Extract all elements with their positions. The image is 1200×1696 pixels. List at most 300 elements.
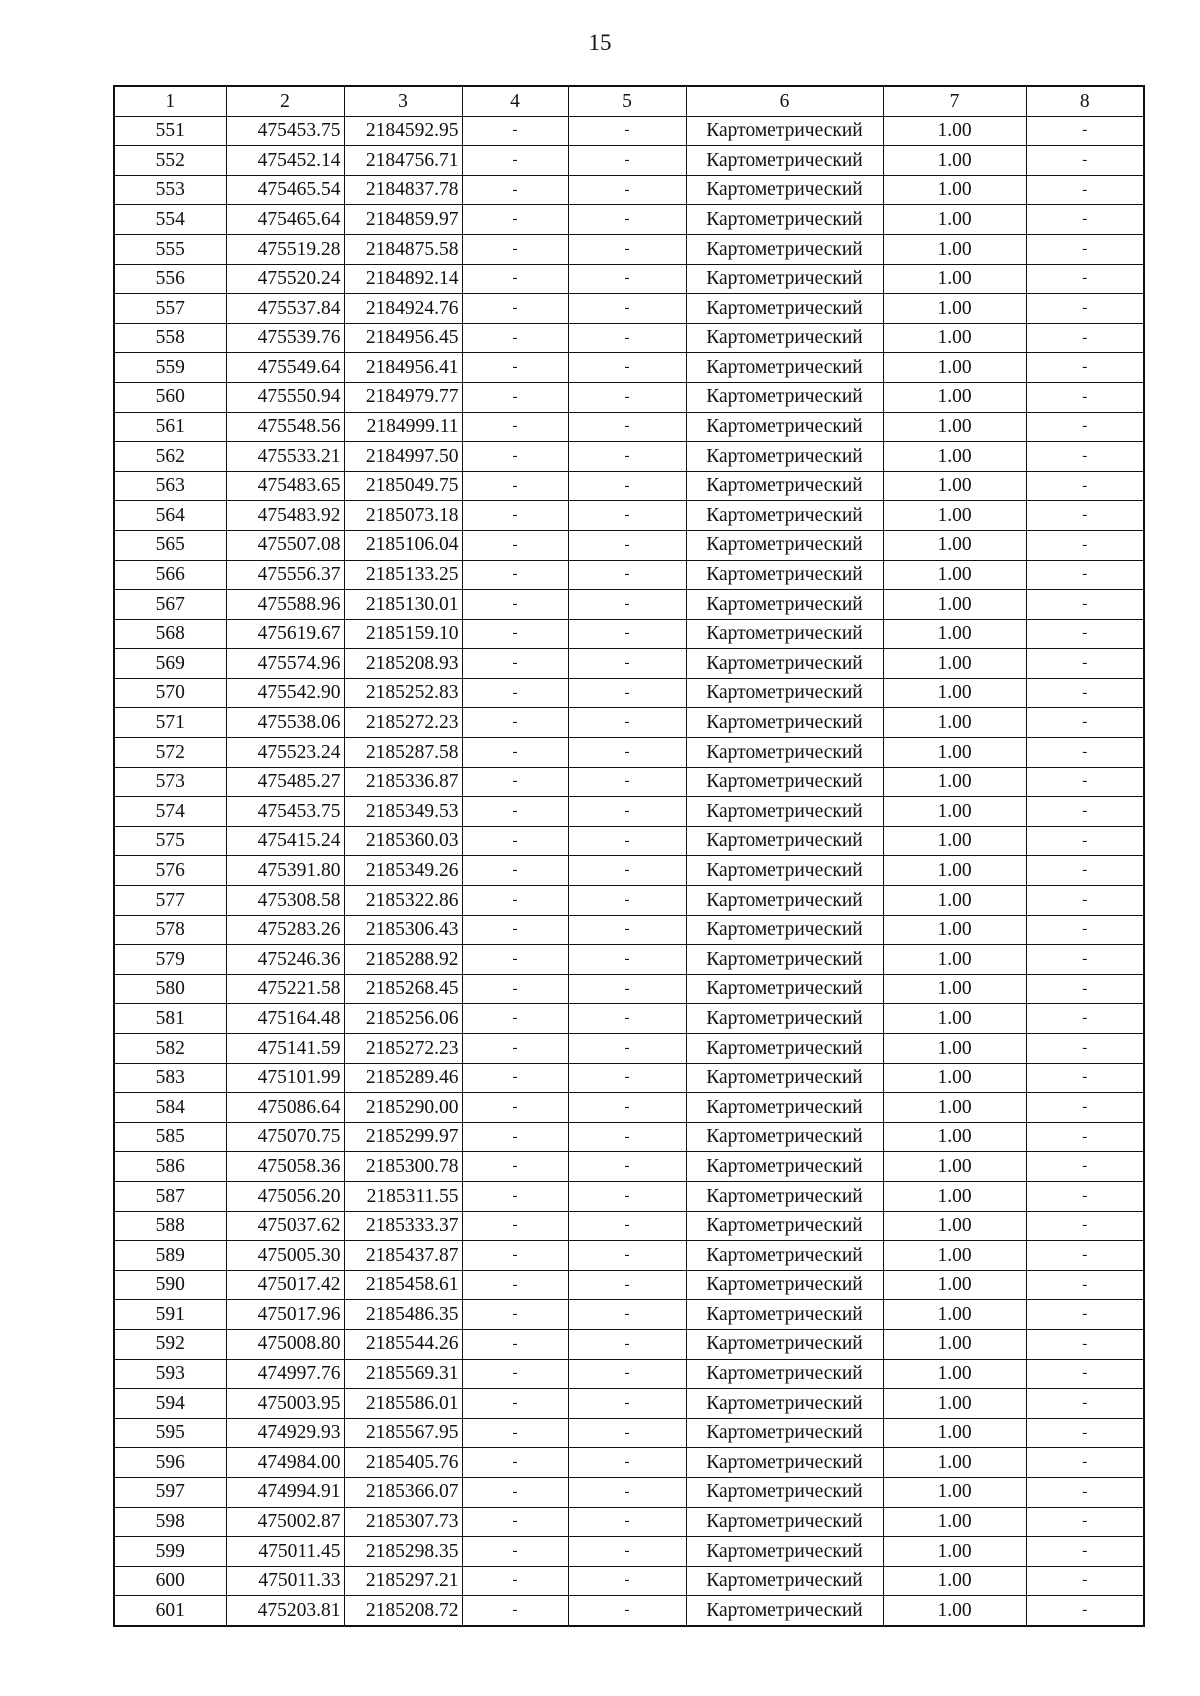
table-cell: 475308.58 — [226, 886, 344, 916]
table-cell: - — [1026, 826, 1144, 856]
table-cell: 2185333.37 — [344, 1211, 462, 1241]
table-cell: 575 — [114, 826, 226, 856]
table-cell: - — [1026, 649, 1144, 679]
table-cell: 1.00 — [883, 560, 1026, 590]
table-cell: - — [568, 175, 686, 205]
table-row — [114, 175, 1144, 205]
table-cell: 1.00 — [883, 353, 1026, 383]
table-cell: Картометрический — [686, 738, 883, 768]
table-cell: 475507.08 — [226, 530, 344, 560]
table-cell: - — [568, 530, 686, 560]
table-row — [114, 501, 1144, 531]
table-cell: 1.00 — [883, 382, 1026, 412]
table-cell: 2185349.53 — [344, 797, 462, 827]
table-cell: Картометрический — [686, 886, 883, 916]
table-cell: - — [568, 323, 686, 353]
table-cell: 1.00 — [883, 678, 1026, 708]
table-cell: 585 — [114, 1122, 226, 1152]
column-header: 3 — [344, 86, 462, 116]
table-cell: 2184956.45 — [344, 323, 462, 353]
table-row — [114, 294, 1144, 324]
table-cell: - — [568, 353, 686, 383]
table-cell: Картометрический — [686, 1477, 883, 1507]
table-cell: 558 — [114, 323, 226, 353]
table-cell: 2185405.76 — [344, 1448, 462, 1478]
table-cell: - — [462, 412, 568, 442]
table-body — [114, 116, 1144, 1626]
table-cell: - — [462, 856, 568, 886]
table-cell: - — [1026, 1477, 1144, 1507]
table-cell: 2185366.07 — [344, 1477, 462, 1507]
table-cell: - — [462, 442, 568, 472]
table-row — [114, 619, 1144, 649]
table-cell: - — [568, 1507, 686, 1537]
table-cell: - — [1026, 1389, 1144, 1419]
table-cell: Картометрический — [686, 323, 883, 353]
table-row — [114, 1034, 1144, 1064]
table-cell: - — [568, 1300, 686, 1330]
table-cell: Картометрический — [686, 708, 883, 738]
table-cell: - — [1026, 205, 1144, 235]
table-cell: 1.00 — [883, 175, 1026, 205]
table-cell: Картометрический — [686, 1181, 883, 1211]
table-cell: 475005.30 — [226, 1241, 344, 1271]
table-cell: Картометрический — [686, 1507, 883, 1537]
table-cell: 1.00 — [883, 1152, 1026, 1182]
table-cell: 551 — [114, 116, 226, 146]
table-cell: 475003.95 — [226, 1389, 344, 1419]
table-cell: 2185437.87 — [344, 1241, 462, 1271]
table-cell: - — [568, 1152, 686, 1182]
table-cell: - — [1026, 738, 1144, 768]
table-cell: - — [1026, 1241, 1144, 1271]
table-cell: - — [1026, 1181, 1144, 1211]
table-cell: - — [462, 1329, 568, 1359]
table-row — [114, 353, 1144, 383]
table-cell: 2184756.71 — [344, 146, 462, 176]
table-cell: - — [462, 797, 568, 827]
table-row — [114, 590, 1144, 620]
table-cell: 475533.21 — [226, 442, 344, 472]
table-row — [114, 886, 1144, 916]
table-cell: 579 — [114, 945, 226, 975]
table-cell: - — [462, 175, 568, 205]
table-cell: 577 — [114, 886, 226, 916]
table-cell: - — [568, 590, 686, 620]
table-cell: - — [568, 915, 686, 945]
table-cell: - — [568, 560, 686, 590]
table-cell: - — [462, 1181, 568, 1211]
table-row — [114, 323, 1144, 353]
page-number: 15 — [588, 30, 612, 55]
table-cell: 474997.76 — [226, 1359, 344, 1389]
table-cell: 1.00 — [883, 767, 1026, 797]
table-cell: 475453.75 — [226, 116, 344, 146]
table-cell: 560 — [114, 382, 226, 412]
table-cell: 475556.37 — [226, 560, 344, 590]
table-cell: 1.00 — [883, 1389, 1026, 1419]
table-cell: Картометрический — [686, 1122, 883, 1152]
table-cell: 2185586.01 — [344, 1389, 462, 1419]
table-cell: - — [1026, 915, 1144, 945]
table-cell: 2184997.50 — [344, 442, 462, 472]
table-cell: 1.00 — [883, 708, 1026, 738]
table-cell: 559 — [114, 353, 226, 383]
table-cell: Картометрический — [686, 1270, 883, 1300]
table-cell: Картометрический — [686, 1537, 883, 1567]
table-cell: - — [462, 708, 568, 738]
table-cell: - — [462, 1211, 568, 1241]
table-cell: 2185130.01 — [344, 590, 462, 620]
table-cell: 475539.76 — [226, 323, 344, 353]
table-cell: 475070.75 — [226, 1122, 344, 1152]
table-cell: - — [568, 797, 686, 827]
table-cell: - — [462, 974, 568, 1004]
table-cell: - — [462, 1596, 568, 1626]
table-cell: 475452.14 — [226, 146, 344, 176]
table-row — [114, 1270, 1144, 1300]
table-cell: 1.00 — [883, 412, 1026, 442]
table-cell: 555 — [114, 234, 226, 264]
table-cell: - — [1026, 323, 1144, 353]
table-row — [114, 1477, 1144, 1507]
table-cell: 475574.96 — [226, 649, 344, 679]
table-cell: 475523.24 — [226, 738, 344, 768]
table-cell: 2185458.61 — [344, 1270, 462, 1300]
table-cell: 572 — [114, 738, 226, 768]
table-cell: - — [462, 1093, 568, 1123]
table-cell: 2185544.26 — [344, 1329, 462, 1359]
table-cell: - — [568, 678, 686, 708]
table-cell: 2185272.23 — [344, 1034, 462, 1064]
table-cell: 568 — [114, 619, 226, 649]
table-cell: 2185569.31 — [344, 1359, 462, 1389]
table-row — [114, 1122, 1144, 1152]
table-row — [114, 560, 1144, 590]
table-cell: 1.00 — [883, 1448, 1026, 1478]
table-cell: Картометрический — [686, 471, 883, 501]
table-cell: - — [1026, 116, 1144, 146]
table-cell: - — [1026, 708, 1144, 738]
table-cell: - — [462, 1418, 568, 1448]
coordinates-table — [113, 85, 1145, 1627]
table-cell: - — [1026, 590, 1144, 620]
table-cell: 1.00 — [883, 530, 1026, 560]
table-cell: - — [462, 1537, 568, 1567]
table-cell: - — [568, 294, 686, 324]
table-cell: 561 — [114, 412, 226, 442]
table-cell: - — [462, 1359, 568, 1389]
column-header: 5 — [568, 86, 686, 116]
table-cell: 2185360.03 — [344, 826, 462, 856]
table-cell: 1.00 — [883, 1122, 1026, 1152]
table-cell: 2185288.92 — [344, 945, 462, 975]
table-cell: 475538.06 — [226, 708, 344, 738]
table-cell: - — [568, 1122, 686, 1152]
table-cell: - — [462, 1063, 568, 1093]
table-row — [114, 767, 1144, 797]
table-cell: - — [1026, 264, 1144, 294]
column-header: 8 — [1026, 86, 1144, 116]
table-cell: - — [462, 264, 568, 294]
table-cell: 2185311.55 — [344, 1181, 462, 1211]
table-cell: 1.00 — [883, 738, 1026, 768]
table-row — [114, 1063, 1144, 1093]
table-cell: 475391.80 — [226, 856, 344, 886]
table-cell: 475101.99 — [226, 1063, 344, 1093]
table-cell: - — [568, 738, 686, 768]
table-cell: 475485.27 — [226, 767, 344, 797]
table-cell: 2185298.35 — [344, 1537, 462, 1567]
table-cell: - — [1026, 146, 1144, 176]
table-cell: Картометрический — [686, 1300, 883, 1330]
table-cell: - — [1026, 412, 1144, 442]
table-cell: - — [568, 1329, 686, 1359]
table-row — [114, 1389, 1144, 1419]
table-row — [114, 649, 1144, 679]
table-cell: - — [462, 1507, 568, 1537]
column-header: 7 — [883, 86, 1026, 116]
table-cell: 2185272.23 — [344, 708, 462, 738]
table-cell: 2184875.58 — [344, 234, 462, 264]
table-cell: - — [462, 560, 568, 590]
table-cell: 475415.24 — [226, 826, 344, 856]
table-row — [114, 382, 1144, 412]
table-cell: - — [568, 1063, 686, 1093]
table-cell: 592 — [114, 1329, 226, 1359]
table-cell: 586 — [114, 1152, 226, 1182]
table-cell: - — [462, 294, 568, 324]
table-row — [114, 1507, 1144, 1537]
table-cell: Картометрический — [686, 1004, 883, 1034]
table-cell: - — [568, 1418, 686, 1448]
table-cell: - — [462, 1566, 568, 1596]
table-cell: - — [568, 205, 686, 235]
table-cell: 1.00 — [883, 1537, 1026, 1567]
table-cell: 1.00 — [883, 1566, 1026, 1596]
table-cell: 1.00 — [883, 146, 1026, 176]
table-cell: 2185297.21 — [344, 1566, 462, 1596]
table-cell: 1.00 — [883, 590, 1026, 620]
table-cell: Картометрический — [686, 1211, 883, 1241]
table-cell: 595 — [114, 1418, 226, 1448]
table-cell: Картометрический — [686, 412, 883, 442]
table-row — [114, 234, 1144, 264]
table-cell: Картометрический — [686, 501, 883, 531]
table-cell: - — [462, 1034, 568, 1064]
table-cell: 475011.45 — [226, 1537, 344, 1567]
table-row — [114, 856, 1144, 886]
table-cell: - — [462, 767, 568, 797]
table-cell: - — [462, 649, 568, 679]
table-cell: 1.00 — [883, 974, 1026, 1004]
table-cell: Картометрический — [686, 1063, 883, 1093]
table-cell: 589 — [114, 1241, 226, 1271]
table-cell: - — [1026, 1211, 1144, 1241]
table-cell: - — [462, 234, 568, 264]
table-cell: 475283.26 — [226, 915, 344, 945]
table-cell: 1.00 — [883, 649, 1026, 679]
table-row — [114, 442, 1144, 472]
table-cell: - — [568, 708, 686, 738]
table-cell: Картометрический — [686, 146, 883, 176]
table-cell: Картометрический — [686, 974, 883, 1004]
table-cell: 564 — [114, 501, 226, 531]
table-cell: 597 — [114, 1477, 226, 1507]
table-cell: 584 — [114, 1093, 226, 1123]
table-cell: 1.00 — [883, 1093, 1026, 1123]
table-cell: 1.00 — [883, 1034, 1026, 1064]
table-row — [114, 738, 1144, 768]
table-cell: 475550.94 — [226, 382, 344, 412]
table-row — [114, 412, 1144, 442]
table-cell: - — [1026, 1359, 1144, 1389]
table-cell: - — [568, 1241, 686, 1271]
table-cell: Картометрический — [686, 353, 883, 383]
table-cell: 474984.00 — [226, 1448, 344, 1478]
table-cell: - — [462, 945, 568, 975]
column-header: 1 — [114, 86, 226, 116]
table-cell: 557 — [114, 294, 226, 324]
table-cell: 570 — [114, 678, 226, 708]
table-cell: - — [1026, 1152, 1144, 1182]
table-cell: - — [1026, 175, 1144, 205]
table-cell: 475483.92 — [226, 501, 344, 531]
table-cell: 475453.75 — [226, 797, 344, 827]
table-cell: - — [462, 382, 568, 412]
table-cell: 571 — [114, 708, 226, 738]
table-cell: 1.00 — [883, 797, 1026, 827]
table-cell: 554 — [114, 205, 226, 235]
table-cell: 2184892.14 — [344, 264, 462, 294]
table-cell: - — [568, 234, 686, 264]
table-cell: - — [462, 678, 568, 708]
table-cell: - — [462, 471, 568, 501]
table-cell: 475520.24 — [226, 264, 344, 294]
table-cell: 475037.62 — [226, 1211, 344, 1241]
table-cell: 1.00 — [883, 1004, 1026, 1034]
table-cell: Картометрический — [686, 116, 883, 146]
table-row — [114, 1152, 1144, 1182]
table-cell: - — [1026, 886, 1144, 916]
table-cell: 2185208.93 — [344, 649, 462, 679]
table-cell: - — [568, 1181, 686, 1211]
table-cell: 2185287.58 — [344, 738, 462, 768]
table-cell: - — [1026, 678, 1144, 708]
table-cell: 475549.64 — [226, 353, 344, 383]
table-cell: 578 — [114, 915, 226, 945]
table-cell: 474994.91 — [226, 1477, 344, 1507]
table-cell: - — [1026, 797, 1144, 827]
table-cell: - — [568, 1359, 686, 1389]
table-cell: Картометрический — [686, 1093, 883, 1123]
table-cell: 599 — [114, 1537, 226, 1567]
table-cell: - — [1026, 1300, 1144, 1330]
table-cell: 475056.20 — [226, 1181, 344, 1211]
table-cell: Картометрический — [686, 1389, 883, 1419]
table-cell: 1.00 — [883, 264, 1026, 294]
table-cell: - — [1026, 1093, 1144, 1123]
table-cell: 1.00 — [883, 442, 1026, 472]
table-cell: - — [1026, 1566, 1144, 1596]
table-cell: 1.00 — [883, 886, 1026, 916]
table-cell: Картометрический — [686, 1448, 883, 1478]
table-cell: 2185208.72 — [344, 1596, 462, 1626]
table-cell: - — [568, 264, 686, 294]
table-cell: - — [568, 1537, 686, 1567]
table-cell: 2185252.83 — [344, 678, 462, 708]
table-cell: - — [462, 886, 568, 916]
table-cell: 1.00 — [883, 294, 1026, 324]
table-cell: - — [1026, 234, 1144, 264]
table-cell: Картометрический — [686, 294, 883, 324]
table-cell: - — [462, 116, 568, 146]
table-cell: 574 — [114, 797, 226, 827]
table-cell: - — [462, 826, 568, 856]
table-cell: 2185049.75 — [344, 471, 462, 501]
table-row — [114, 974, 1144, 1004]
table-cell: 563 — [114, 471, 226, 501]
table-cell: 2185073.18 — [344, 501, 462, 531]
table-row — [114, 1093, 1144, 1123]
table-cell: 475588.96 — [226, 590, 344, 620]
table-cell: - — [568, 1211, 686, 1241]
table-cell: 2185159.10 — [344, 619, 462, 649]
table-cell: 596 — [114, 1448, 226, 1478]
table-cell: 475465.54 — [226, 175, 344, 205]
table-cell: 2185289.46 — [344, 1063, 462, 1093]
table-row — [114, 826, 1144, 856]
table-cell: - — [462, 501, 568, 531]
table-cell: - — [568, 1270, 686, 1300]
table-cell: - — [462, 915, 568, 945]
table-cell: 2184859.97 — [344, 205, 462, 235]
table-cell: - — [462, 1477, 568, 1507]
table-cell: - — [568, 442, 686, 472]
table-cell: 2184979.77 — [344, 382, 462, 412]
table-cell: 2185349.26 — [344, 856, 462, 886]
table-cell: 2185106.04 — [344, 530, 462, 560]
table-cell: 582 — [114, 1034, 226, 1064]
table-cell: - — [1026, 442, 1144, 472]
table-cell: 474929.93 — [226, 1418, 344, 1448]
table-cell: - — [462, 1300, 568, 1330]
table-cell: Картометрический — [686, 1152, 883, 1182]
table-cell: 581 — [114, 1004, 226, 1034]
table-cell: 573 — [114, 767, 226, 797]
table-cell: - — [568, 146, 686, 176]
table-cell: 1.00 — [883, 501, 1026, 531]
table-row — [114, 1211, 1144, 1241]
table-cell: Картометрический — [686, 1566, 883, 1596]
table-cell: Картометрический — [686, 1241, 883, 1271]
table-cell: 2185567.95 — [344, 1418, 462, 1448]
table-row — [114, 945, 1144, 975]
table-cell: - — [568, 886, 686, 916]
table-cell: 2185290.00 — [344, 1093, 462, 1123]
table-cell: - — [1026, 856, 1144, 886]
table-cell: Картометрический — [686, 1329, 883, 1359]
table-row — [114, 1300, 1144, 1330]
table-cell: 1.00 — [883, 1507, 1026, 1537]
table-cell: - — [568, 116, 686, 146]
table-cell: 2184592.95 — [344, 116, 462, 146]
table-cell: 1.00 — [883, 1418, 1026, 1448]
table-cell: Картометрический — [686, 1359, 883, 1389]
table-cell: Картометрический — [686, 382, 883, 412]
table-cell: Картометрический — [686, 945, 883, 975]
table-cell: 2184999.11 — [344, 412, 462, 442]
